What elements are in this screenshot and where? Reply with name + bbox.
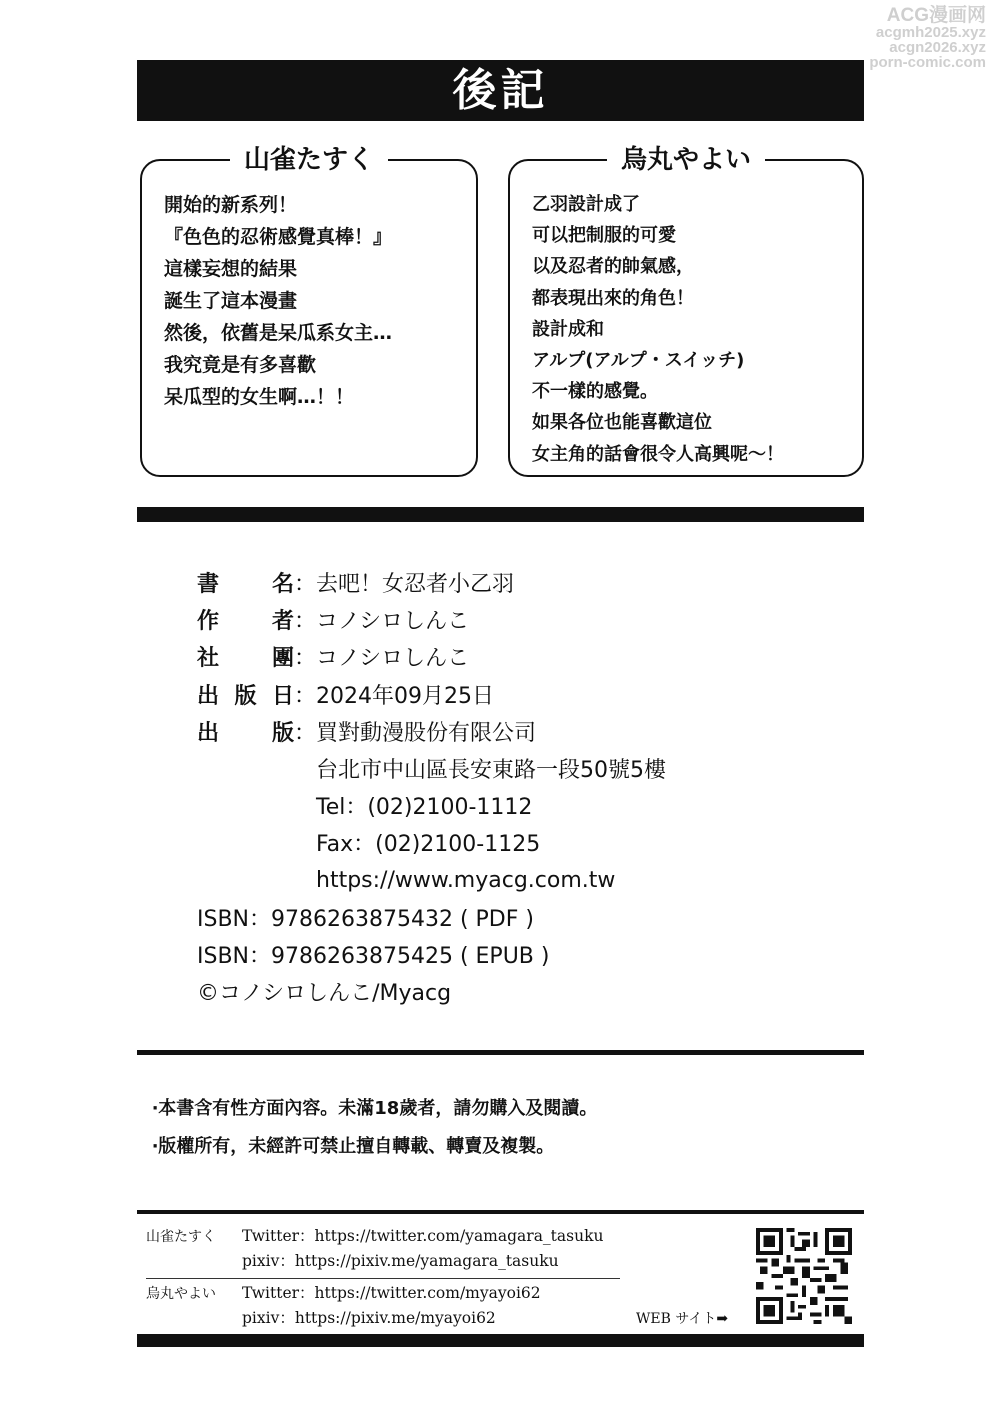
- afterword-line: 女主角的話會很令人高興呢～！: [532, 443, 784, 465]
- label-char: 版: [234, 683, 257, 709]
- label-char: 者: [271, 609, 294, 635]
- colophon-value: 2024年09月25日: [316, 683, 494, 709]
- label-char: 名: [271, 572, 294, 598]
- twitter-link[interactable]: Twitter：https://twitter.com/yamagara_tasuku: [242, 1227, 604, 1245]
- publisher-tel: Tel：(02)2100-1112: [316, 795, 533, 821]
- colophon-value: 去吧！女忍者小乙羽: [316, 572, 515, 598]
- colophon-row-address: [197, 750, 666, 787]
- publisher-fax: Fax：(02)2100-1125: [316, 832, 541, 858]
- colophon-value: 買對動漫股份有限公司: [316, 720, 537, 746]
- label-char: 書: [197, 572, 220, 598]
- afterword-line: 這樣妄想的結果: [164, 258, 298, 280]
- afterword-line: 我究竟是有多喜歡: [164, 354, 317, 376]
- website-label: WEB サイト➡: [636, 1311, 729, 1327]
- watermark-line: porn-comic.com: [869, 54, 986, 71]
- page-title: 後記: [137, 60, 864, 121]
- section-divider: [137, 1334, 864, 1347]
- colophon-row-tel: [197, 787, 666, 824]
- label-char: 出: [197, 683, 220, 709]
- afterword-line: 『色色的忍術感覺真棒！』: [164, 226, 393, 248]
- colophon-value: コノシロしんこ: [316, 646, 470, 672]
- label-char: 作: [197, 609, 220, 635]
- box-author-heading: 山雀たすく: [230, 142, 388, 178]
- colophon-row-isbn-epub: [197, 936, 666, 973]
- author-name: 烏丸やよい: [146, 1286, 216, 1302]
- section-divider: [137, 507, 864, 522]
- colophon-label: [197, 604, 294, 635]
- notice-line: ‧本書含有性方面內容。未滿18歲者，請勿購入及閱讀。: [152, 1098, 598, 1119]
- colophon-row-isbn-pdf: [197, 899, 666, 936]
- afterword-line: 可以把制服的可愛: [532, 225, 676, 247]
- colophon-row-title: [197, 564, 666, 601]
- notice-line: ‧版權所有，未經許可禁止擅自轉載、轉賣及複製。: [152, 1136, 555, 1157]
- section-divider: [137, 1050, 864, 1055]
- label-char: 日: [271, 683, 294, 709]
- colon: ：: [294, 646, 317, 672]
- watermark-line: acgmh2025.xyz: [875, 24, 986, 41]
- colophon-label: [197, 567, 294, 598]
- afterword-line: 如果各位也能喜歡這位: [532, 412, 712, 434]
- afterword-line: アルプ(アルプ・スイッチ): [532, 350, 745, 372]
- colon: ：: [294, 720, 317, 746]
- colophon-row-circle: [197, 638, 666, 675]
- label-char: 版: [271, 720, 294, 746]
- afterword-line: 都表現出來的角色！: [532, 287, 694, 309]
- colophon-value: コノシロしんこ: [316, 609, 470, 635]
- colophon-row-author: [197, 601, 666, 638]
- publisher-url: https://www.myacg.com.tw: [316, 867, 616, 893]
- afterword-line: 開始的新系列！: [164, 194, 298, 216]
- afterword-line: 以及忍者的帥氣感，: [532, 256, 694, 278]
- author-name: 山雀たすく: [146, 1229, 216, 1245]
- qr-code-icon[interactable]: [756, 1228, 852, 1324]
- colon: ：: [294, 609, 317, 635]
- pixiv-link[interactable]: pixiv：https://pixiv.me/myayoi62: [242, 1309, 496, 1327]
- author-link-group: [146, 1222, 620, 1279]
- author-link-group: [146, 1279, 620, 1333]
- publisher-address: 台北市中山區長安東路一段50號5樓: [316, 758, 666, 784]
- watermark-line: ACG漫画网: [886, 5, 986, 26]
- colophon-label: [197, 679, 294, 710]
- afterword-box-left: [140, 145, 478, 477]
- afterword-line: 誕生了這本漫畫: [164, 290, 298, 312]
- watermark: [869, 6, 986, 70]
- watermark-line: acgn2026.xyz: [889, 39, 986, 56]
- afterword-line: 設計成和: [532, 318, 604, 340]
- afterword-line: 然後，依舊是呆瓜系女主…: [164, 322, 393, 344]
- copyright: ©コノシロしんこ/Myacg: [197, 981, 452, 1007]
- author-links: [146, 1222, 620, 1333]
- box-author-heading: 烏丸やよい: [607, 142, 765, 178]
- label-char: 社: [197, 646, 220, 672]
- colophon-label: [197, 641, 294, 672]
- label-char: 團: [271, 646, 294, 672]
- colophon-label: [197, 716, 294, 747]
- section-divider: [137, 1210, 864, 1214]
- colon: ：: [294, 572, 317, 598]
- isbn-pdf: ISBN：9786263875432 ( PDF ): [197, 906, 534, 932]
- colophon-row-copyright: [197, 973, 666, 1010]
- colophon-row-publisher: [197, 713, 666, 750]
- label-char: 出: [197, 720, 220, 746]
- afterword-line: 呆瓜型的女生啊…！！: [164, 386, 355, 408]
- afterword-line: 乙羽設計成了: [532, 194, 640, 215]
- twitter-link[interactable]: Twitter：https://twitter.com/myayoi62: [242, 1284, 541, 1302]
- colophon: [197, 564, 666, 1010]
- colophon-row-fax: [197, 824, 666, 861]
- colophon-row-url: [197, 862, 666, 899]
- afterword-line: 不一樣的感覺。: [532, 381, 658, 403]
- isbn-epub: ISBN：9786263875425 ( EPUB ): [197, 943, 550, 969]
- colon: ：: [294, 683, 317, 709]
- pixiv-link[interactable]: pixiv：https://pixiv.me/yamagara_tasuku: [242, 1252, 559, 1270]
- afterword-box-right: [508, 145, 864, 477]
- colophon-row-date: [197, 676, 666, 713]
- notices: [152, 1090, 597, 1166]
